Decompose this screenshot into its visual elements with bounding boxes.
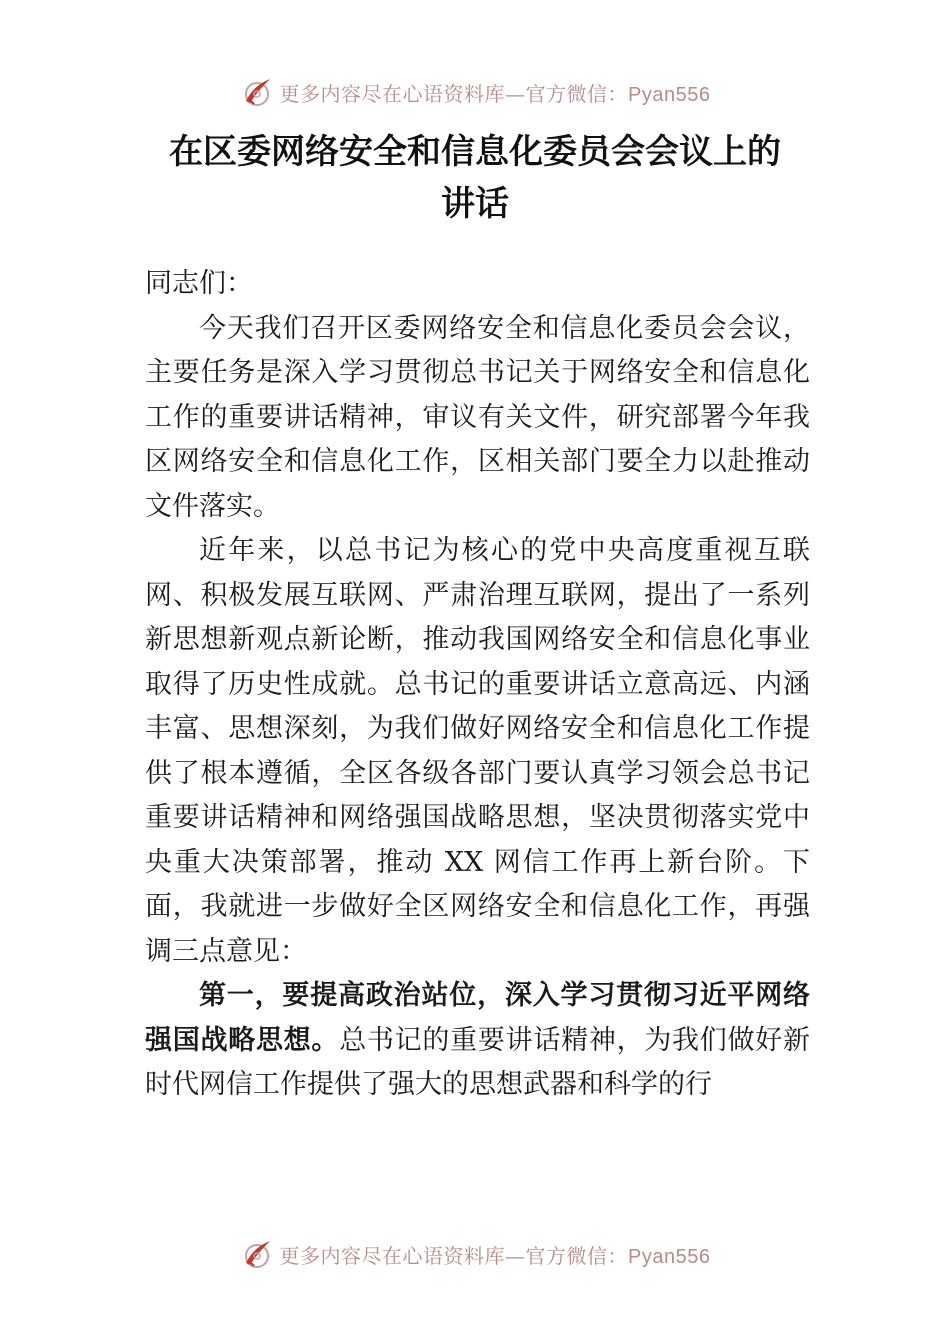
watermark-separator: —官方微信：: [505, 1243, 629, 1268]
header-watermark: [0, 74, 950, 110]
document-body: [145, 262, 810, 1108]
paragraph-1: 今天我们召开区委网络安全和信息化委员会会议，主要任务是深入学习贯彻总书记关于网络安全和信息化工作的重要讲话精神，审议有关文件，研究部署今年我区网络安全和信息化工作，区相关部门要全力以赴推动文件落实。: [145, 312, 810, 522]
watermark-site: 更多内容尽在心语资料库: [279, 1243, 506, 1268]
pen-seal-icon: [240, 1237, 274, 1271]
salutation: 同志们：: [145, 268, 253, 299]
watermark-separator: —官方微信：: [505, 81, 629, 106]
footer-watermark: [0, 1236, 950, 1272]
watermark-id: Pyan556: [628, 1245, 711, 1268]
paragraph-3-body: 总书记的重要讲话精神，为我们做好新时代网信工作提供了强大的思想武器和科学的行: [145, 1024, 811, 1100]
document-title: [110, 126, 840, 230]
pen-seal-icon: [240, 75, 274, 109]
paragraph-3: [145, 974, 810, 1108]
watermark-site: 更多内容尽在心语资料库: [279, 81, 506, 106]
title-line-1: 在区委网络安全和信息化委员会会议上的: [169, 132, 781, 172]
watermark-id: Pyan556: [628, 83, 711, 106]
paragraph-2: 近年来，以总书记为核心的党中央高度重视互联网、积极发展互联网、严肃治理互联网，提出了一系列新思想新观点新论断，推动我国网络安全和信息化事业取得了历史性成就。总书记的重要讲话立意高远、内涵丰富、思想深刻，为我们做好网络安全和信息化工作提供了根本遵循，全区各级各部门要认真学习领会总书记重要讲话精神和网络强国战略思想，坚决贯彻落实党中央重大决策部署，推动 XX 网信工作再上新台阶。下面，我就进一步做好全区网络安全和信息化工作，再强调三点意见：: [145, 535, 810, 967]
watermark-text: [280, 1240, 711, 1269]
paragraph-3-heading: 第一，要提高政治站位，深入学习贯彻习近平网络强国战略思想。: [145, 980, 810, 1056]
watermark-text: [280, 78, 711, 107]
title-line-2: 讲话: [441, 184, 509, 224]
